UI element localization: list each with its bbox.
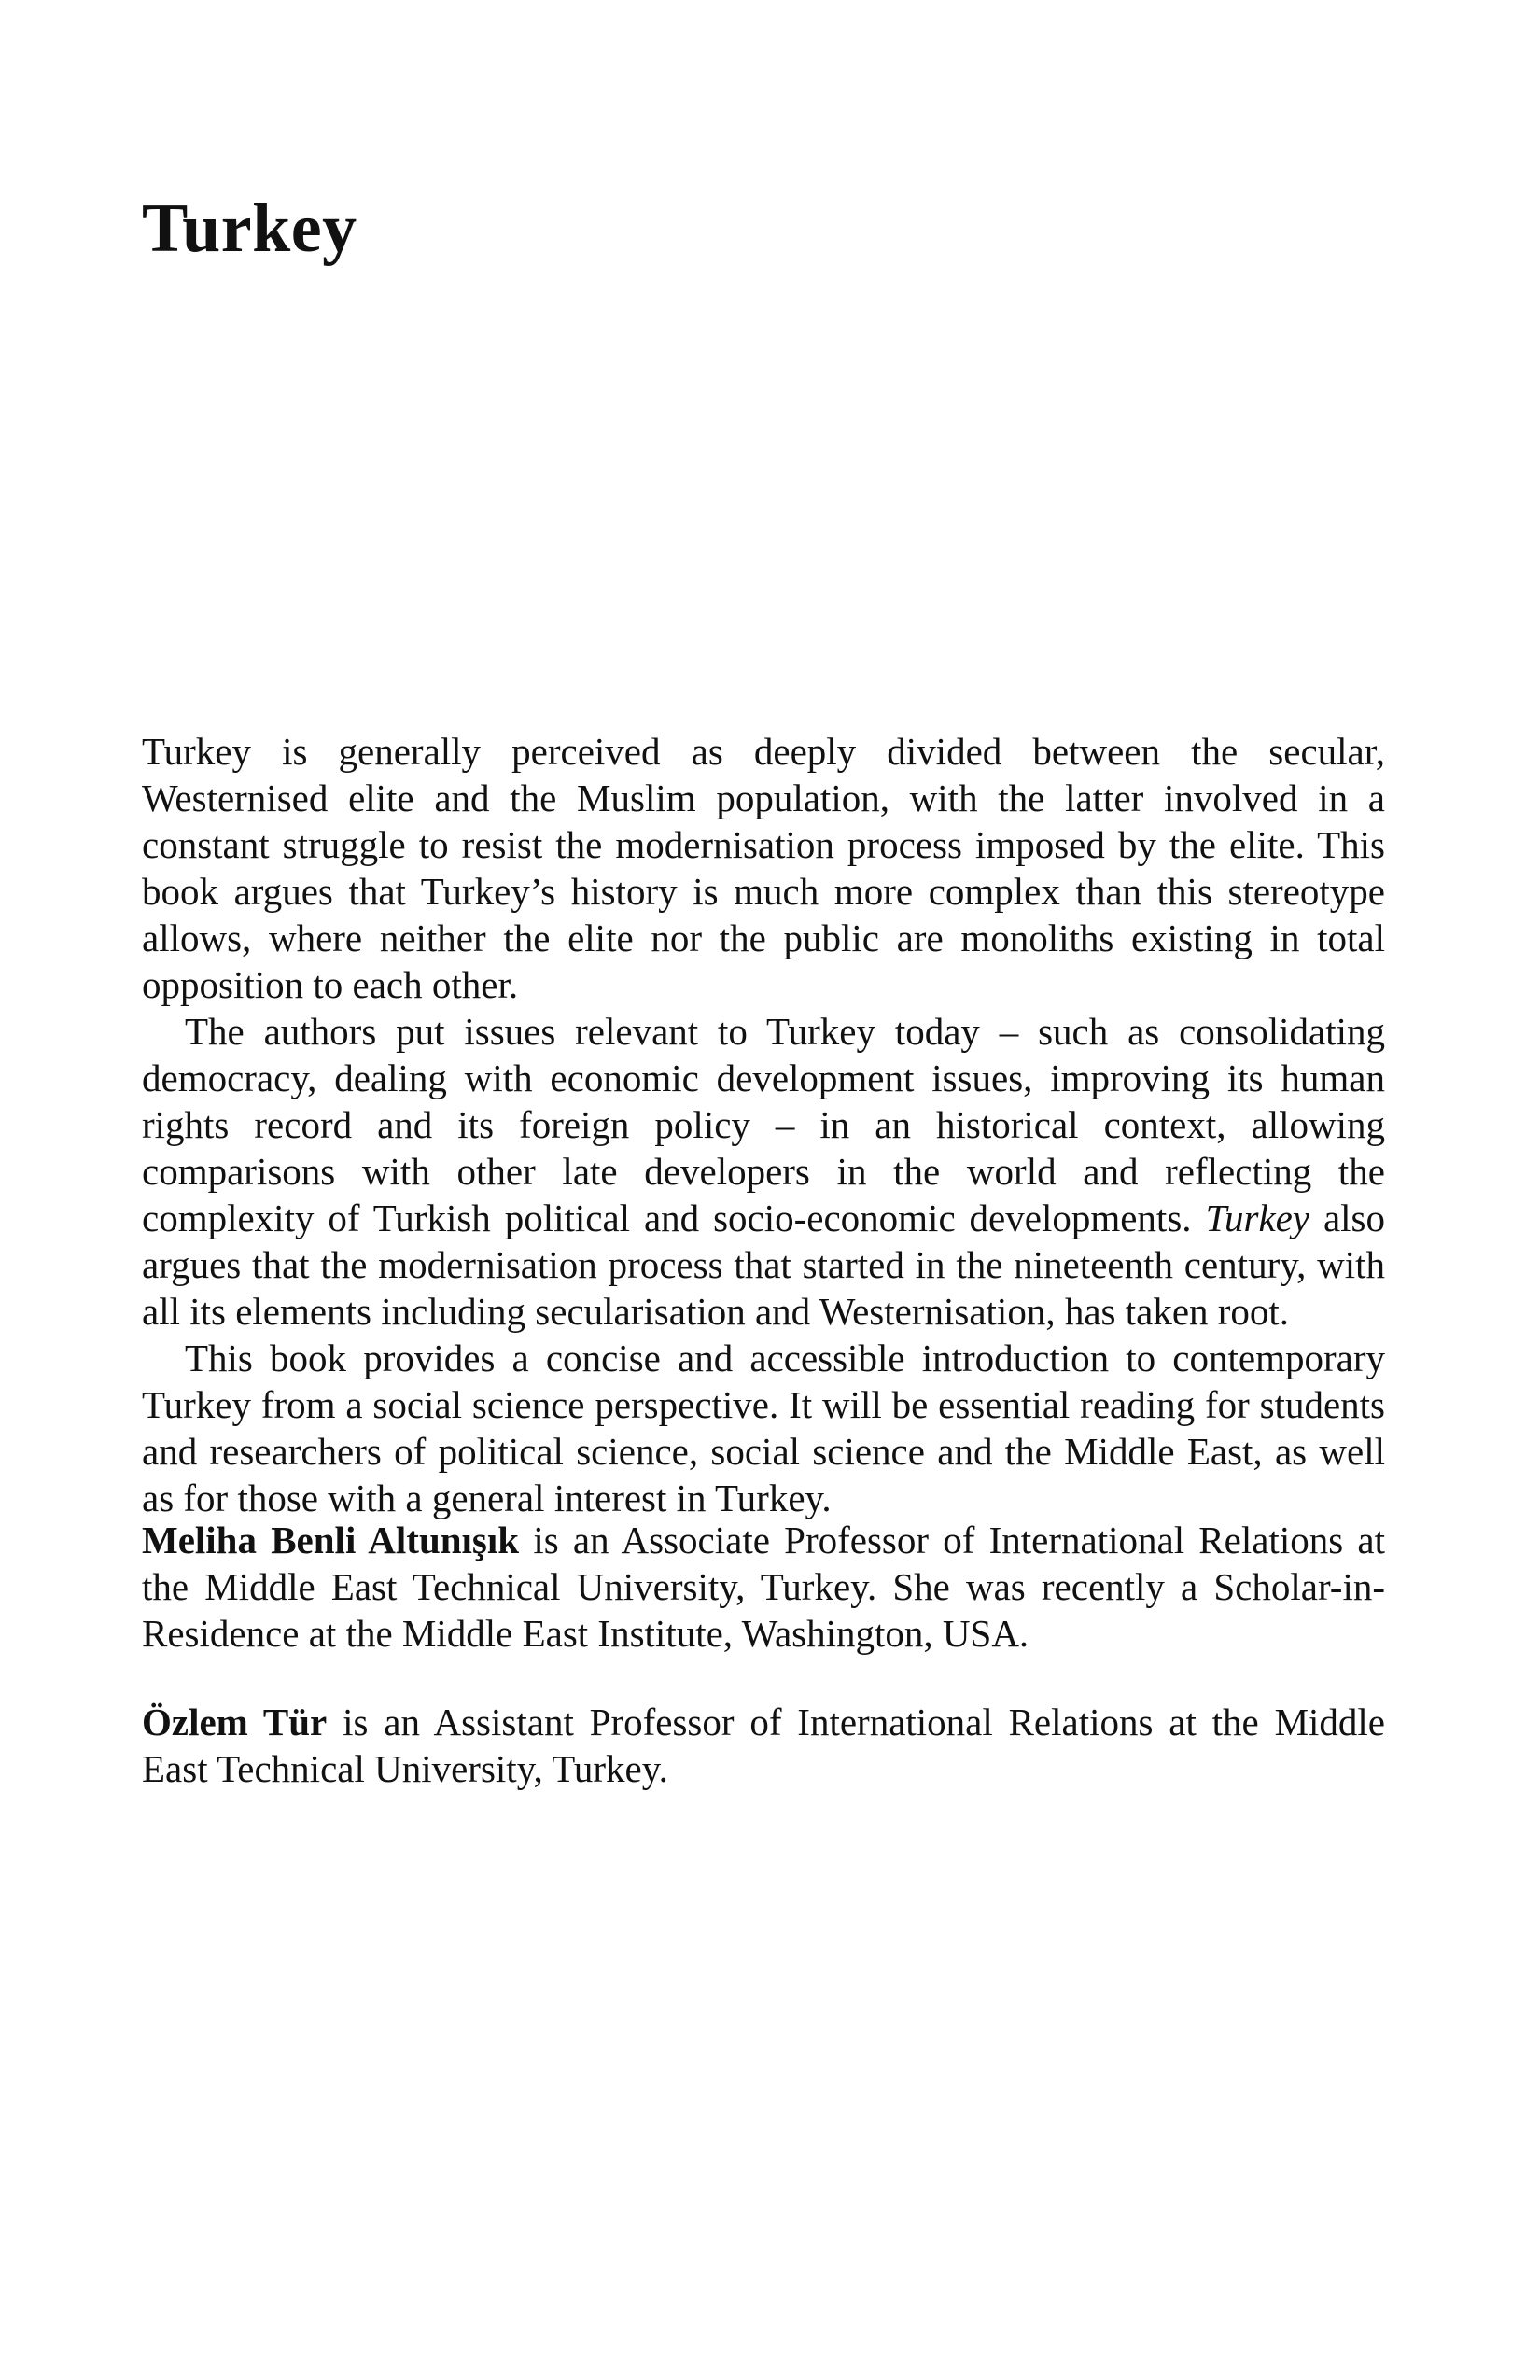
author-name: Özlem Tür xyxy=(142,1701,328,1743)
description-paragraph-2-end: also argues that the modernisation process that started in the nineteenth century, with all its elements including secularisation and Westernisation, has taken root. xyxy=(142,1197,1386,1333)
book-title-italic: Turkey xyxy=(1205,1197,1310,1239)
author-bio-text xyxy=(142,1517,1385,1657)
author-bio-2 xyxy=(142,1699,1385,1792)
book-description xyxy=(142,728,1385,1521)
author-bio-description: is an Associate Professor of International Relations at the Middle East Technical University, Turkey. She was recently a Scholar-in-Residence at the Middle East Institute, Washington, USA. xyxy=(142,1519,1385,1655)
author-name: Meliha Benli Altunışık xyxy=(142,1519,520,1561)
description-paragraph-2 xyxy=(142,1008,1385,1335)
description-paragraph-3: This book provides a concise and accessible introduction to contemporary Turkey from a social science perspective. It will be essential reading for students and researchers of political science, social science and the Middle East, as well as for those with a general interest in Turkey. xyxy=(142,1337,1385,1519)
author-bio-text xyxy=(142,1699,1385,1792)
author-bio-description: is an Assistant Professor of International Relations at the Middle East Technical University, Turkey. xyxy=(142,1701,1386,1790)
page-title: Turkey xyxy=(142,190,357,267)
description-paragraph-1: Turkey is generally perceived as deeply divided between the secular, Westernised elite and the Muslim population, with the latter involved in a constant struggle to resist the modernisation process imposed by the elite. This book argues that Turkey’s history is much more complex than this stereotype allows, where neither the elite nor the public are monoliths existing in total opposition to each other. xyxy=(142,730,1385,1006)
author-bio-1 xyxy=(142,1517,1385,1657)
description-paragraph-2-start: The authors put issues relevant to Turkey today – such as consolidating democracy, dealing with economic development issues, improving its human rights record and its foreign policy – in an historical context, allowing comparisons with other late developers in the world and reflecting the complexity of Turkish political and socio-economic developments. xyxy=(142,1010,1385,1239)
